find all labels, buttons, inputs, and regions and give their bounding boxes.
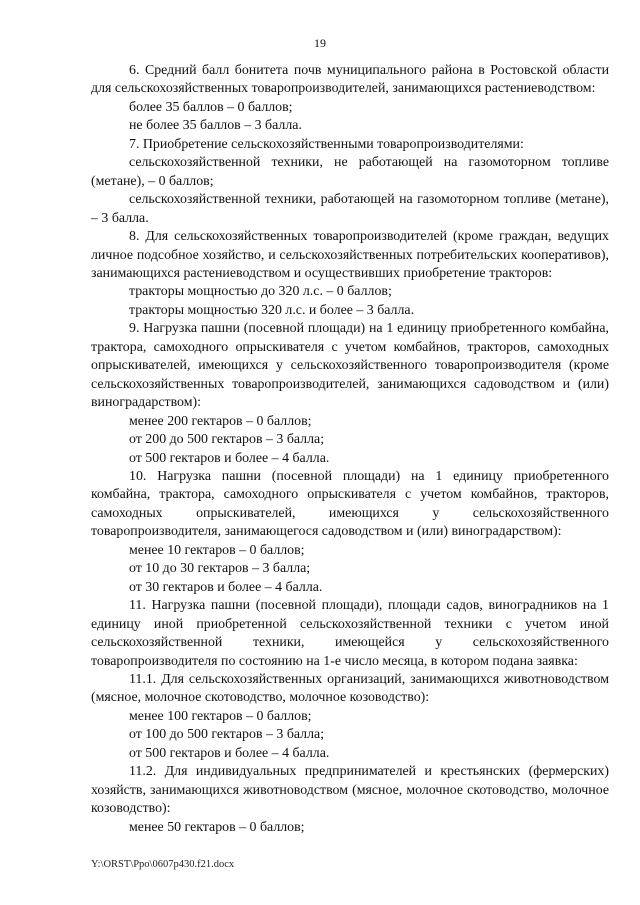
list-item: менее 10 гектаров – 0 баллов; [129, 542, 305, 558]
list-item: от 500 гектаров и более – 4 балла. [129, 450, 330, 466]
paragraph: 11.2. Для индивидуальных предпринимателей и крестьянских (фермерских) хозяйств, занимающихся животноводством (мясное, молочное скотоводство, молочное козоводство): [91, 764, 609, 817]
list-item: от 100 до 500 гектаров – 3 балла; [129, 727, 325, 743]
list-item: более 35 баллов – 0 баллов; [129, 99, 293, 115]
paragraph: 11. Нагрузка пашни (посевной площади), площади садов, виноградников на 1 единицу иной приобретенной сельскохозяйственной техники с учетом иной сельскохозяйственной техники, имеющейся у сельскохозяйственного товаропроизводителя по состоянию на 1-е число месяца, в котором подана заявка: [91, 598, 609, 669]
list-item: от 200 до 500 гектаров – 3 балла; [129, 432, 325, 448]
list-item: не более 35 баллов – 3 балла. [129, 118, 302, 134]
list-item: тракторы мощностью 320 л.с. и более – 3 балла. [129, 302, 415, 318]
paragraph: 10. Нагрузка пашни (посевной площади) на 1 единицу приобретенного комбайна, трактора, самоходного опрыскивателя с учетом комбайнов, тракторов, самоходных опрыскивателей, имеющихся у сельскохозяйственного товаропроизводителя, занимающегося садоводством и (или) виноградарством): [91, 468, 609, 540]
list-item: менее 200 гектаров – 0 баллов; [129, 413, 312, 429]
list-item: от 30 гектаров и более – 4 балла. [129, 579, 323, 595]
paragraph: 7. Приобретение сельскохозяйственными товаропроизводителями: [129, 136, 524, 152]
paragraph: 11.1. Для сельскохозяйственных организаций, занимающихся животноводством (мясное, молочное скотоводство, молочное козоводство): [91, 671, 609, 706]
paragraph: 9. Нагрузка пашни (посевной площади) на 1 единицу приобретенного комбайна, трактора, самоходного опрыскивателя с учетом комбайнов, тракторов, самоходных опрыскивателей, имеющихся у сельскохозяйственного товаропроизводителя (кроме сельскохозяйственных товаропроизводителей, занимающихся садоводством и (или) виноградарством): [91, 321, 609, 411]
list-item: менее 50 гектаров – 0 баллов; [129, 819, 305, 835]
footer-file-path: Y:\ORST\Ppo\0607p430.f21.docx [91, 859, 235, 870]
document-body [91, 62, 609, 837]
paragraph: 6. Средний балл бонитета почв муниципального района в Ростовской области для сельскохозяйственных товаропроизводителей, занимающихся растениеводством: [91, 63, 609, 97]
paragraph: сельскохозяйственной техники, работающей на газомоторном топливе (метане), – 3 балла. [91, 192, 609, 226]
list-item: от 500 гектаров и более – 4 балла. [129, 745, 330, 761]
list-item: от 10 до 30 гектаров – 3 балла; [129, 561, 311, 577]
list-item: менее 100 гектаров – 0 баллов; [129, 708, 312, 724]
list-item: тракторы мощностью до 320 л.с. – 0 баллов; [129, 284, 392, 300]
paragraph: сельскохозяйственной техники, не работающей на газомоторном топливе (метане), – 0 баллов; [91, 155, 609, 189]
paragraph: 8. Для сельскохозяйственных товаропроизводителей (кроме граждан, ведущих личное подсобное хозяйство, и сельскохозяйственных потребительских кооперативов), занимающихся растениеводством и осуществивших приобретение тракторов: [91, 229, 609, 281]
page-number: 19 [314, 36, 326, 50]
